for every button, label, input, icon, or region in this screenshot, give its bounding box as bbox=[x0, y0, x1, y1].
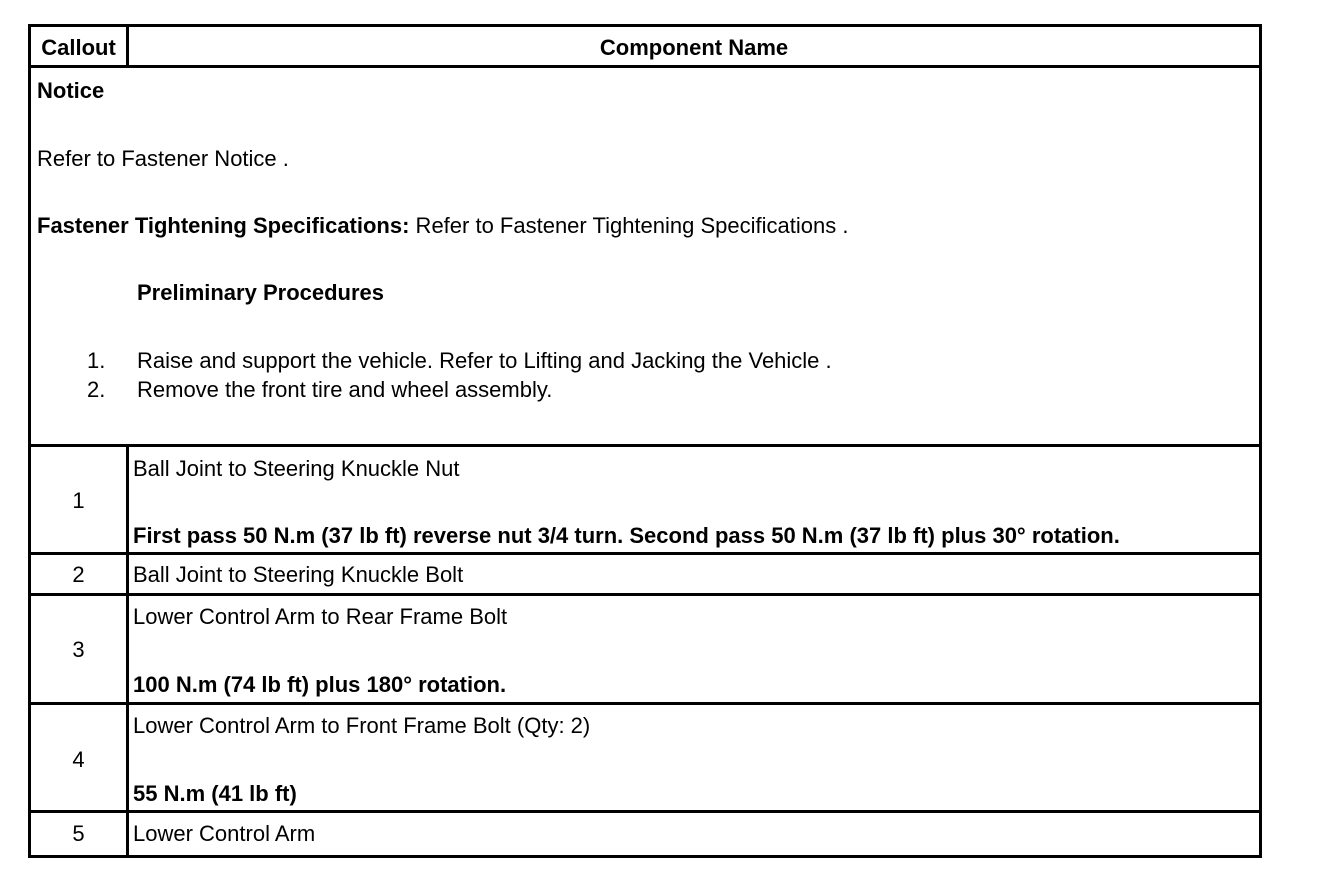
callout-cell bbox=[28, 552, 129, 596]
fastener-spec-label: Fastener Tightening Specifications: bbox=[37, 213, 410, 238]
callout-cell bbox=[28, 702, 129, 813]
torque-spec: 100 N.m (74 lb ft) plus 180° rotation. bbox=[133, 672, 507, 697]
header-callout: Callout bbox=[28, 24, 129, 68]
component-cell bbox=[126, 444, 1262, 555]
torque-spec: 55 N.m (41 lb ft) bbox=[133, 781, 297, 806]
callout-cell bbox=[28, 444, 129, 555]
component-name: Ball Joint to Steering Knuckle Nut bbox=[133, 456, 460, 481]
component-name: Lower Control Arm to Rear Frame Bolt bbox=[133, 604, 508, 629]
component-cell bbox=[126, 702, 1262, 813]
torque-spec: First pass 50 N.m (37 lb ft) reverse nut 3/4 turn. Second pass 50 N.m (37 lb ft) plus 30° rotation. bbox=[133, 523, 1120, 548]
header-component-name: Component Name bbox=[126, 24, 1262, 68]
component-name: Lower Control Arm to Front Frame Bolt (Qty: 2) bbox=[133, 713, 591, 738]
callout-cell bbox=[28, 593, 129, 705]
notice-cell bbox=[28, 65, 1262, 447]
callout-number: 5 bbox=[72, 821, 85, 846]
fastener-spec-line bbox=[37, 213, 848, 239]
callout-number: 2 bbox=[72, 562, 85, 587]
callout-number: 4 bbox=[72, 747, 85, 772]
component-name: Ball Joint to Steering Knuckle Bolt bbox=[133, 562, 464, 587]
component-cell bbox=[126, 810, 1262, 858]
component-cell bbox=[126, 552, 1262, 596]
component-table bbox=[28, 24, 1262, 858]
callout-cell bbox=[28, 810, 129, 858]
fastener-spec-text: Refer to Fastener Tightening Specifications . bbox=[409, 213, 849, 238]
callout-number: 1 bbox=[72, 488, 85, 513]
component-cell bbox=[126, 593, 1262, 705]
notice-title: Notice bbox=[37, 78, 105, 103]
callout-number: 3 bbox=[72, 637, 85, 662]
component-name: Lower Control Arm bbox=[133, 821, 316, 846]
step-number: 1. bbox=[87, 348, 106, 373]
step-text: Remove the front tire and wheel assembly. bbox=[137, 377, 553, 402]
step-text: Raise and support the vehicle. Refer to Lifting and Jacking the Vehicle . bbox=[137, 348, 832, 373]
step-number: 2. bbox=[87, 377, 106, 402]
refer-fastener-notice: Refer to Fastener Notice . bbox=[37, 146, 289, 171]
preliminary-title: Preliminary Procedures bbox=[137, 280, 385, 305]
